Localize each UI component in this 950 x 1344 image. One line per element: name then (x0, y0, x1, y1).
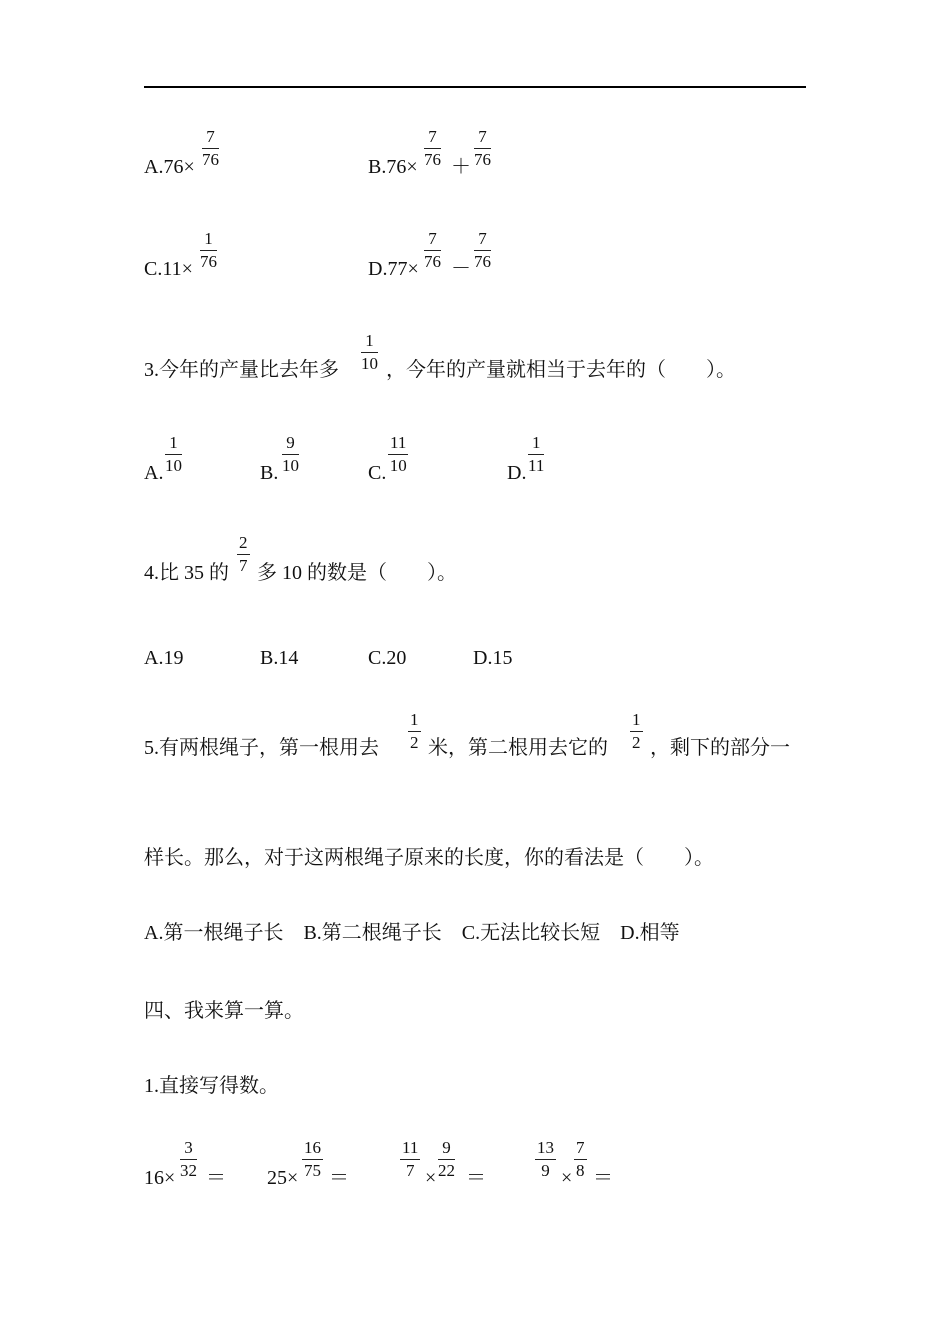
numerator: 7 (424, 229, 441, 251)
question-text: 3.今年的产量比去年多 (144, 359, 339, 381)
denominator: 10 (165, 456, 182, 475)
denominator: 7 (405, 1161, 415, 1180)
numerator: 13 (535, 1138, 556, 1160)
option-b-prefix: B.76× (368, 156, 418, 178)
equals: ＝ (593, 1167, 613, 1189)
equals: ＝ (329, 1167, 349, 1189)
question-text: 4.比 35 的 (144, 562, 229, 584)
numerator: 16 (302, 1138, 323, 1160)
denominator: 76 (424, 150, 441, 169)
numerator: 11 (388, 433, 408, 455)
fraction (630, 710, 643, 752)
numerator: 9 (282, 433, 299, 455)
equals: ＝ (466, 1167, 486, 1189)
denominator: 9 (541, 1161, 550, 1180)
denominator: 76 (202, 150, 219, 169)
numerator: 2 (237, 533, 250, 555)
fraction (388, 433, 408, 475)
question-text: ，今年的产量就相当于去年的（ ）。 (386, 359, 736, 381)
denominator: 7 (239, 556, 248, 575)
denominator: 8 (576, 1161, 585, 1180)
question-text: 样长。那么，对于这两根绳子原来的长度，你的看法是（ ）。 (144, 847, 714, 869)
fraction (302, 1138, 323, 1180)
numerator: 1 (408, 710, 421, 732)
fraction (408, 710, 421, 752)
option-a-prefix: A.76× (144, 156, 195, 178)
denominator: 10 (389, 456, 407, 475)
denominator: 10 (361, 354, 378, 373)
denominator: 22 (438, 1161, 455, 1180)
subsection-title: 1.直接写得数。 (144, 1075, 279, 1097)
operator: × (561, 1167, 573, 1189)
operator: ＋ (451, 156, 471, 178)
numerator: 1 (630, 710, 643, 732)
numerator: 7 (202, 127, 219, 149)
numerator: 3 (180, 1138, 197, 1160)
fraction (535, 1138, 556, 1180)
option-d-prefix: D.77× (368, 258, 419, 280)
denominator: 76 (474, 150, 491, 169)
fraction (424, 229, 441, 271)
calc-prefix: 16× (144, 1167, 176, 1189)
question-text: 多 10 的数是（ ）。 (257, 562, 457, 584)
denominator: 2 (410, 733, 419, 752)
fraction (424, 127, 441, 169)
question-text: 5.有两根绳子，第一根用去 (144, 737, 379, 759)
option-label: D. (507, 462, 527, 484)
option: D.15 (473, 647, 513, 669)
operator: × (425, 1167, 437, 1189)
numerator: 7 (474, 127, 491, 149)
fraction (200, 229, 217, 271)
fraction (282, 433, 299, 475)
fraction (165, 433, 182, 475)
denominator: 76 (200, 252, 217, 271)
denominator: 11 (528, 456, 545, 475)
fraction (438, 1138, 455, 1180)
option: B.14 (260, 647, 299, 669)
numerator: 7 (574, 1138, 587, 1160)
fraction (474, 229, 491, 271)
fraction (574, 1138, 587, 1180)
operator: － (451, 258, 471, 280)
fraction (237, 533, 250, 575)
question-5-options: A.第一根绳子长 B.第二根绳子长 C.无法比较长短 D.相等 (144, 922, 680, 944)
question-text: ，剩下的部分一 (650, 737, 790, 759)
numerator: 11 (400, 1138, 420, 1160)
denominator: 10 (282, 456, 299, 475)
header-rule (144, 86, 806, 88)
numerator: 7 (424, 127, 441, 149)
option-label: C. (368, 462, 387, 484)
denominator: 32 (180, 1161, 197, 1180)
equals: ＝ (206, 1167, 226, 1189)
option: A.19 (144, 647, 184, 669)
question-text: 米，第二根用去它的 (428, 737, 608, 759)
option-c-prefix: C.11× (144, 258, 193, 280)
denominator: 76 (474, 252, 491, 271)
numerator: 9 (438, 1138, 455, 1160)
fraction (180, 1138, 197, 1180)
fraction (202, 127, 219, 169)
calc-prefix: 25× (267, 1167, 299, 1189)
numerator: 7 (474, 229, 491, 251)
numerator: 1 (361, 331, 378, 353)
option: C.20 (368, 647, 407, 669)
fraction (361, 331, 378, 373)
fraction (528, 433, 544, 475)
option-label: B. (260, 462, 279, 484)
fraction (400, 1138, 420, 1180)
denominator: 76 (424, 252, 441, 271)
numerator: 1 (528, 433, 544, 455)
option-label: A. (144, 462, 164, 484)
denominator: 75 (304, 1161, 321, 1180)
fraction (474, 127, 491, 169)
denominator: 2 (632, 733, 641, 752)
section-title: 四、我来算一算。 (144, 1000, 304, 1022)
numerator: 1 (165, 433, 182, 455)
numerator: 1 (200, 229, 217, 251)
